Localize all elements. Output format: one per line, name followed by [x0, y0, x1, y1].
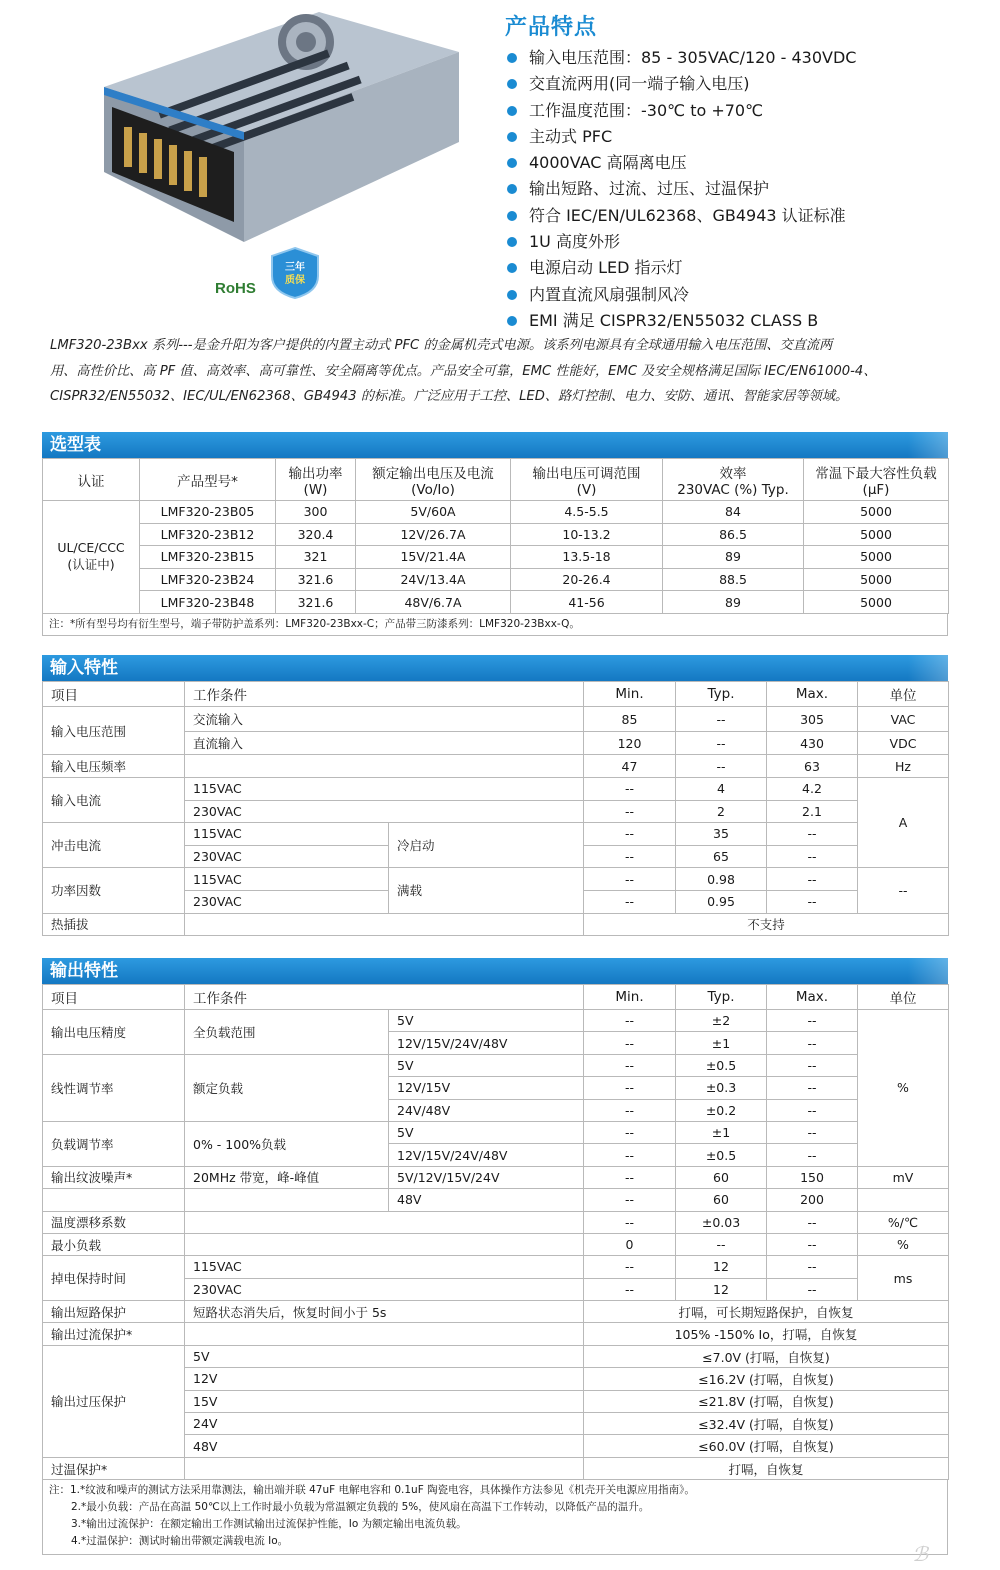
table-row: LMF320-23B12 320.4 12V/26.7A 10-13.2 86.5 5000 [43, 523, 949, 546]
col-cert: 认证 [43, 459, 140, 501]
badge-line1: 三年 [285, 262, 305, 273]
selection-section [42, 432, 948, 636]
col-power: 输出功率 (W) [276, 459, 356, 501]
col-efficiency: 效率 230VAC (%) Typ. [663, 459, 804, 501]
product-description: LMF320-23Bxx 系列---是金升阳为客户提供的内置主动式 PFC 的金属机壳式电源。该系列电源具有全球通用输入电压范围、交直流两 用、高性价比、高 PF 值、高效率、高可靠性、安全隔离等优点。产品安全可靠，EMC 性能好，EMC 及安全规格满足国际 IEC/EN61000-4、 CISPR32/EN55032、IEC/UL/EN62368、GB4943 的标准。广泛应用于工控、LED、路灯控制、电力、安防、通讯、智能家居等领域。 [50, 338, 877, 404]
selection-table [42, 458, 949, 614]
feature-item: 4000VAC 高隔离电压 [505, 150, 985, 176]
col-output: 额定输出电压及电流 (Vo/Io) [356, 459, 511, 501]
table-row: LMF320-23B15 321 15V/21.4A 13.5-18 89 5000 [43, 546, 949, 569]
feature-item: 1U 高度外形 [505, 229, 985, 255]
feature-item: 工作温度范围：-30℃ to +70℃ [505, 98, 985, 124]
input-section [42, 655, 948, 936]
col-adjust: 输出电压可调范围 (V) [511, 459, 663, 501]
feature-item: 输入电压范围：85 - 305VAC/120 - 430VDC [505, 45, 985, 71]
output-notes: 注：1.*纹波和噪声的测试方法采用靠测法，输出端并联 47uF 电解电容和 0.1uF 陶瓷电容，具体操作方法参见《机壳开关电源应用指南》。 2.*最小负载：产品在高温 50℃以上工作时最小负载为常温额定负载的 5%，使风扇在高温下工作转动，以降低产品的温升。 3.*输出过流保护：在额定输出工作测试输出过流保护性能，Io 为额定输出电流负载。 4.*过温保护：测试时输出带额定满载电流 Io。 [42, 1480, 948, 1555]
input-title: 输入特性 [42, 655, 948, 681]
bullet-icon [507, 79, 517, 89]
feature-item: EMI 满足 CISPR32/EN55032 CLASS B [505, 308, 985, 334]
feature-item: 输出短路、过流、过压、过温保护 [505, 176, 985, 202]
bullet-icon [507, 158, 517, 168]
watermark-glyph: ℬ [912, 1542, 928, 1566]
table-row: LMF320-23B24 321.6 24V/13.4A 20-26.4 88.5 5000 [43, 568, 949, 591]
feature-item: 符合 IEC/EN/UL62368、GB4943 认证标准 [505, 203, 985, 229]
col-model: 产品型号* [140, 459, 276, 501]
power-supply-image [84, 12, 464, 242]
bullet-icon [507, 211, 517, 221]
bullet-icon [507, 53, 517, 63]
output-table: 项目 工作条件 Min. Typ. Max. 单位 输出电压精度 全负载范围 5V -- ±2 -- % 12V/15V/24V/48V -- ±1 -- 线性调节率 额定负载 5V -- ±0.5 -- 12V/15V -- ±0.3 -- 24V/48V -- ±0.2 -- 负载调节率 0% - 100%负载 5V -- ±1 -- 12V/15V/24V/48V -- ±0.5 -- 输出纹波噪声* 20MHz 带宽，峰-峰值 5V/12V/15V/24V -- 60 150 mV 48V -- 60 200 温度漂移系数 -- ±0.03 -- %/℃ 最小负载 0 -- -- % 掉电保持时间 115VAC -- 12 -- ms 230VAC -- 12 -- 输出短路保护 短路状态消失后，恢复时间小于 5s 打嗝，可长期短路保护，自恢复 输出过流保护* 105% -150% Io，打嗝，自恢复 输出过压保护 5V ≤7.0V (打嗝，自恢复) 12V ≤16.2V (打嗝，自恢复) 15V ≤21.8V (打嗝，自恢复) 24V ≤32.4V (打嗝，自恢复) 48V ≤60.0V (打嗝，自恢复) 过温保护* 打嗝，自恢复 [42, 984, 949, 1480]
feature-item: 内置直流风扇强制风冷 [505, 282, 985, 308]
selection-title: 选型表 [42, 432, 948, 458]
bullet-icon [507, 132, 517, 142]
rohs-mark: RoHS [215, 280, 256, 297]
output-title: 输出特性 [42, 958, 948, 984]
cert-cell: UL/CE/CCC (认证中) [43, 501, 140, 614]
features-title: 产品特点 [505, 15, 598, 40]
feature-item: 电源启动 LED 指示灯 [505, 255, 985, 281]
table-row: UL/CE/CCC (认证中) LMF320-23B05 300 5V/60A 4.5-5.5 84 5000 [43, 501, 949, 524]
selection-note: 注：*所有型号均有衍生型号，端子带防护盖系列：LMF320-23Bxx-C；产品带三防漆系列：LMF320-23Bxx-Q。 [42, 614, 948, 636]
bullet-icon [507, 184, 517, 194]
input-table: 项目 工作条件 Min. Typ. Max. 单位 输入电压范围 交流输入 85 -- 305 VAC 直流输入 120 -- 430 VDC 输入电压频率 47 -- 63 Hz 输入电流 115VAC -- 4 4.2 A 230VAC -- 2 2.1 冲击电流 115VAC 冷启动 -- 35 -- 230VAC -- 65 -- 功率因数 115VAC 满载 -- 0.98 -- -- 230VAC -- 0.95 -- 热插拔 不支持 [42, 681, 949, 936]
warranty-badge [268, 246, 322, 300]
output-section [42, 958, 948, 1555]
table-row: LMF320-23B48 321.6 48V/6.7A 41-56 89 5000 [43, 591, 949, 614]
bullet-icon [507, 106, 517, 116]
bullet-icon [507, 316, 517, 326]
feature-item: 交直流两用(同一端子输入电压) [505, 71, 985, 97]
features-list [505, 45, 985, 334]
bullet-icon [507, 237, 517, 247]
bullet-icon [507, 263, 517, 273]
features-block [505, 10, 985, 334]
feature-item: 主动式 PFC [505, 124, 985, 150]
bullet-icon [507, 290, 517, 300]
badge-line2: 质保 [285, 275, 305, 286]
col-capacitive: 常温下最大容性负载 (µF) [804, 459, 949, 501]
